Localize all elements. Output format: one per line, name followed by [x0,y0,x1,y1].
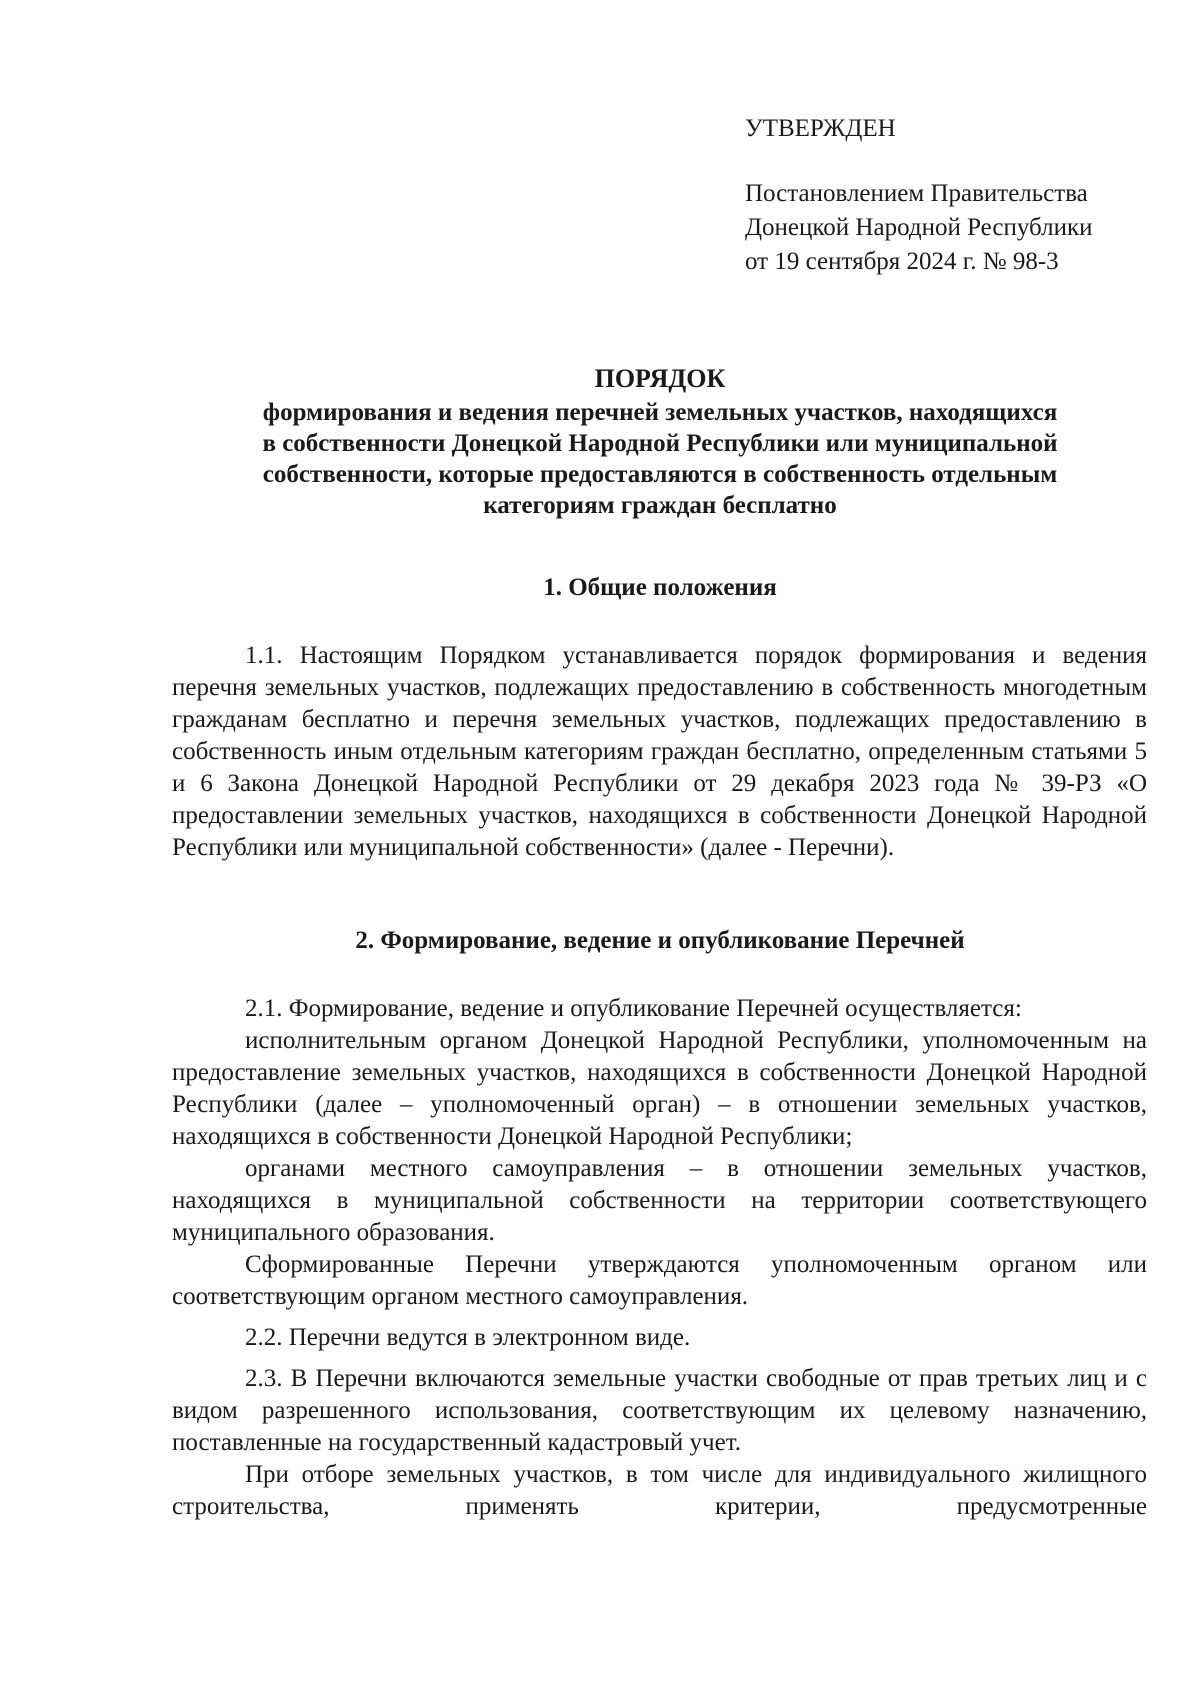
section-2-body [172,993,1147,1523]
title-line: категориям граждан бесплатно [483,492,837,519]
title-line: в собственности Донецкой Народной Республики или муниципальной [262,430,1058,457]
section-heading-1: 1. Общие положения [543,574,777,601]
approval-line: от 19 сентября 2024 г. № 98-3 [745,248,1059,275]
title-line: собственности, которые предоставляются в собственность отдельным [262,461,1058,488]
approval-line: Постановлением Правительства [745,180,1088,207]
paragraph-2-3-b: При отборе земельных участков, в том числе для индивидуального жилищного строительства, применять критерии, предусмотренные [172,1461,1147,1520]
document-title [120,361,1200,521]
paragraph-1-1: 1.1. Настоящим Порядком устанавливается порядок формирования и ведения перечня земельных участков, подлежащих предоставлению в собственность многодетным гражданам бесплатно и перечня земельных участков, подлежащих предоставлению в собственность иным отдельным категориям граждан бесплатно, определенным статьями 5 и 6 Закона Донецкой Народной Республики от 29 декабря 2023 года № 39-РЗ «О предоставлении земельных участков, находящихся в собственности Донецкой Народной Республики или муниципальной собственности» (далее - Перечни). [172,642,1147,861]
section-heading-2: 2. Формирование, ведение и опубликование Перечней [355,927,965,954]
paragraph-2-1: 2.1. Формирование, ведение и опубликование Перечней осуществляется: [245,995,1022,1022]
paragraph-2-1-a: исполнительным органом Донецкой Народной Республики, уполномоченным на предоставление земельных участков, находящихся в собственности Донецкой Народной Республики (далее – уполномоченный орган) – в отношении земельных участков, находящихся в собственности Донецкой Народной Республики; [172,1027,1147,1150]
title-main: ПОРЯДОК [594,364,726,393]
approval-line: Донецкой Народной Республики [745,214,1093,241]
paragraph-2-1-c: Сформированные Перечни утверждаются уполномоченным органом или соответствующим органом местного самоуправления. [172,1251,1147,1310]
title-line: формирования и ведения перечней земельных участков, находящихся [262,399,1058,426]
paragraph-2-3: 2.3. В Перечни включаются земельные участки свободные от прав третьих лиц и с видом разрешенного использования, соответствующим их целевому назначению, поставленные на государственный кадастровый учет. [172,1365,1147,1456]
paragraph-2-2: 2.2. Перечни ведутся в электронном виде. [245,1324,691,1351]
approval-heading: УТВЕРЖДЕН [745,115,896,142]
paragraph-2-1-b: органами местного самоуправления – в отношении земельных участков, находящихся в муниципальной собственности на территории соответствующего муниципального образования. [172,1155,1147,1246]
section-1-body [172,640,1147,864]
approval-stamp [745,112,1165,279]
